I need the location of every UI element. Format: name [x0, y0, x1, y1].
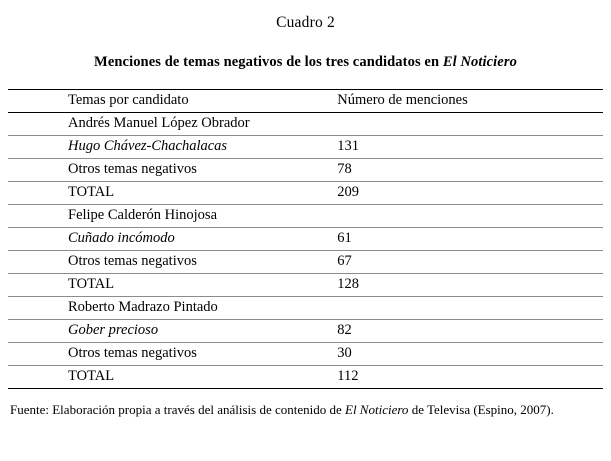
topic-value: 61 [329, 228, 603, 251]
total-value: 112 [329, 366, 603, 389]
table-header-row [8, 90, 603, 113]
table-row [8, 136, 603, 159]
source-text-part2: de Televisa (Espino, 2007). [408, 402, 554, 417]
source-text-part1: Fuente: Elaboración propia a través del análisis de contenido de [10, 402, 345, 417]
column-header-mentions: Número de menciones [329, 90, 603, 113]
caption-title-text: Menciones de temas negativos de los tres candidatos en [94, 54, 443, 70]
table-source-note [8, 401, 603, 419]
table-row [8, 343, 603, 366]
candidate-value [329, 297, 603, 320]
table-row [8, 251, 603, 274]
table-row-total [8, 366, 603, 389]
total-value: 128 [329, 274, 603, 297]
table-row-total [8, 274, 603, 297]
candidate-value [329, 205, 603, 228]
topic-label: Gober precioso [8, 320, 329, 343]
total-value: 209 [329, 182, 603, 205]
table-row [8, 159, 603, 182]
caption-title-italic: El Noticiero [442, 54, 517, 70]
topic-value: 131 [329, 136, 603, 159]
topic-label: Otros temas negativos [8, 343, 329, 366]
table-row [8, 297, 603, 320]
total-label: TOTAL [8, 182, 329, 205]
total-label: TOTAL [8, 274, 329, 297]
table-row [8, 113, 603, 136]
table-row [8, 228, 603, 251]
candidate-value [329, 113, 603, 136]
topic-label: Otros temas negativos [8, 159, 329, 182]
topic-value: 78 [329, 159, 603, 182]
total-label: TOTAL [8, 366, 329, 389]
table-caption-number: Cuadro 2 [276, 14, 335, 31]
candidate-name: Felipe Calderón Hinojosa [8, 205, 329, 228]
table-caption-title [8, 54, 603, 71]
candidate-name: Roberto Madrazo Pintado [8, 297, 329, 320]
source-italic: El Noticiero [345, 402, 409, 417]
negative-topics-table [8, 89, 603, 389]
topic-value: 30 [329, 343, 603, 366]
document-page [0, 14, 611, 461]
table-row [8, 205, 603, 228]
topic-label: Cuñado incómodo [8, 228, 329, 251]
topic-label: Otros temas negativos [8, 251, 329, 274]
topic-value: 82 [329, 320, 603, 343]
table-body [8, 90, 603, 389]
table-row-total [8, 182, 603, 205]
table-row [8, 320, 603, 343]
topic-label: Hugo Chávez-Chachalacas [8, 136, 329, 159]
column-header-topic: Temas por candidato [8, 90, 329, 113]
candidate-name: Andrés Manuel López Obrador [8, 113, 329, 136]
topic-value: 67 [329, 251, 603, 274]
